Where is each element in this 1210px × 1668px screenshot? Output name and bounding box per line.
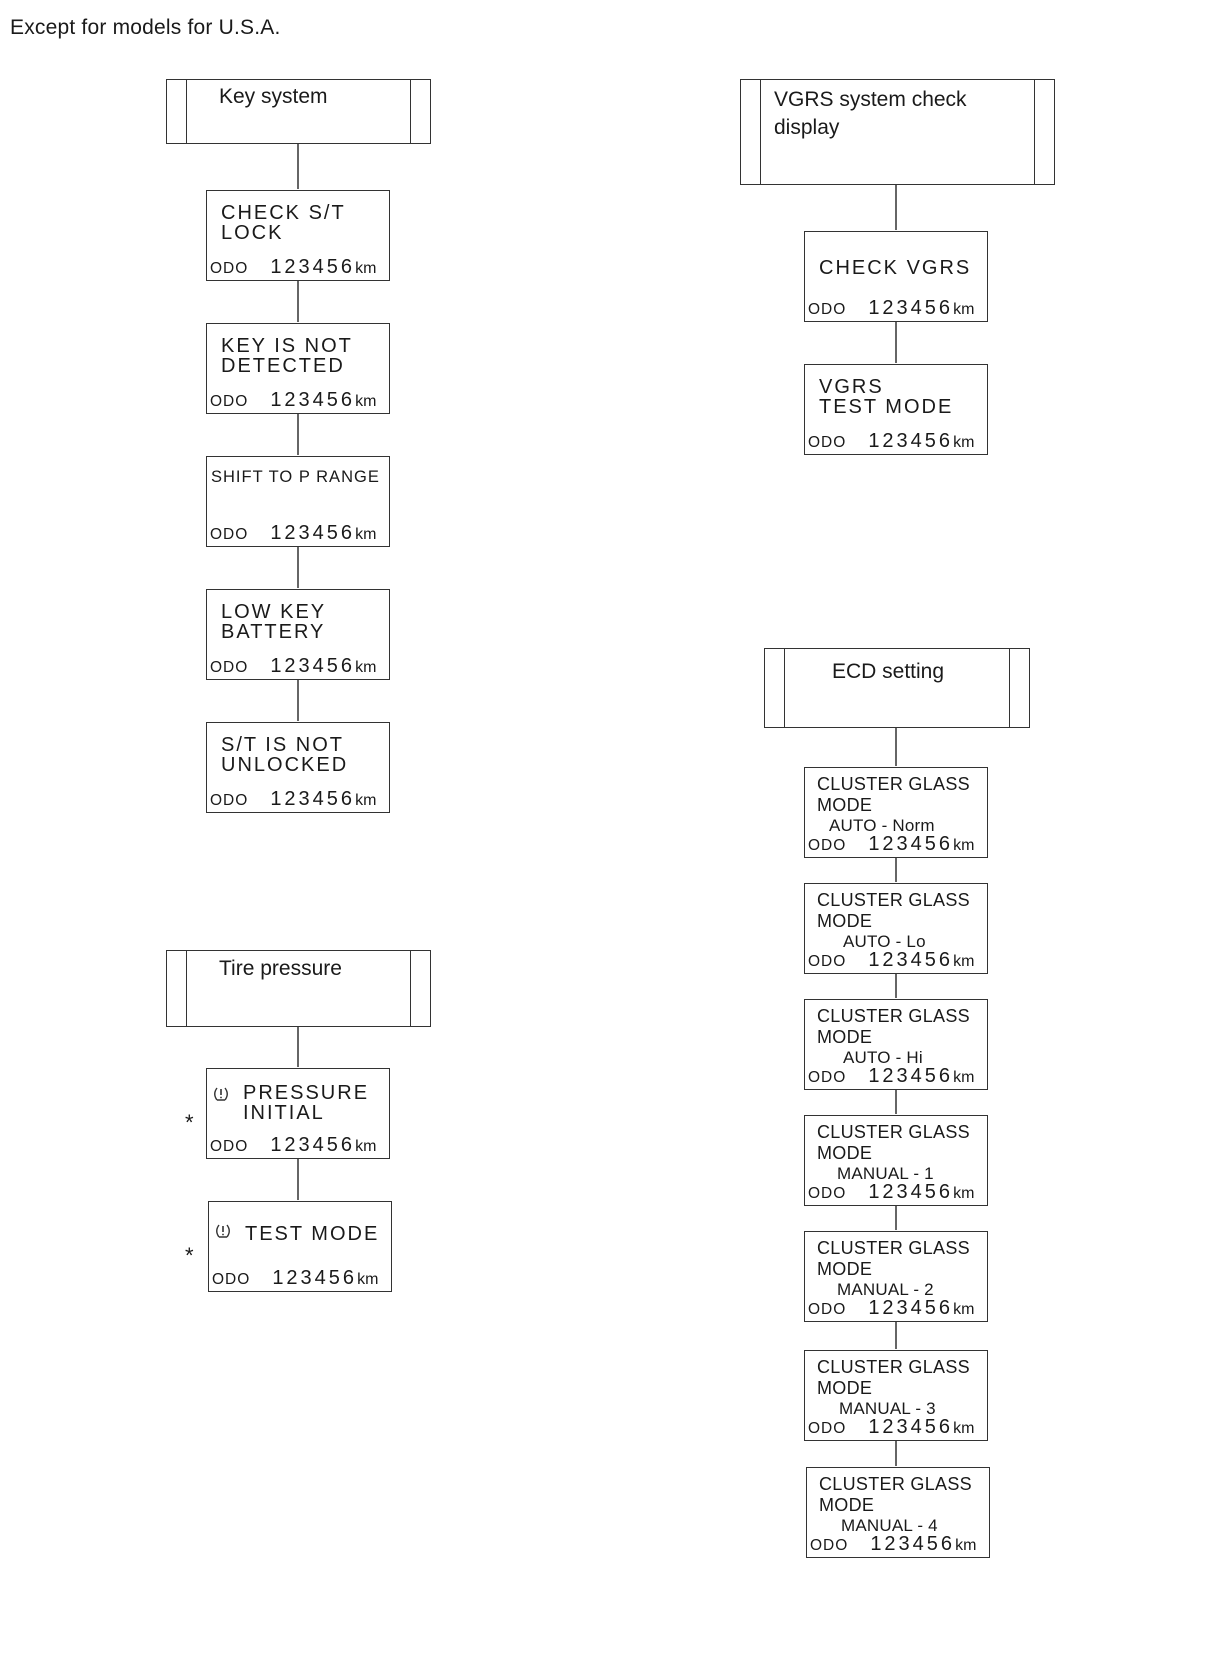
odo-unit: km	[355, 1138, 377, 1155]
odo-label: ODO	[210, 260, 249, 277]
screen-shift-to-p-range	[206, 456, 390, 547]
message-line-3: AUTO - Hi	[843, 1048, 923, 1067]
odo-value: 123456	[270, 256, 356, 278]
odo-unit: km	[357, 1271, 379, 1288]
screen-message: S/T IS NOT UNLOCKED	[221, 734, 349, 776]
screen-message	[817, 890, 970, 952]
odo-value: 123456	[270, 389, 356, 411]
screen-pressure-initial	[206, 1068, 390, 1159]
odometer-row	[212, 1266, 378, 1290]
message-line-3: MANUAL - 3	[839, 1399, 936, 1418]
tire-pressure-warning-icon	[215, 1222, 231, 1240]
key-system-title: Key system	[219, 85, 328, 108]
odo-unit: km	[953, 301, 975, 318]
message-line-3: MANUAL - 1	[837, 1164, 934, 1183]
odo-label: ODO	[808, 1069, 847, 1086]
odo-value: 123456	[868, 430, 954, 452]
screen-key-not-detected	[206, 323, 390, 414]
odometer-row	[808, 1180, 974, 1204]
odometer-row	[808, 1064, 974, 1088]
odo-value: 123456	[270, 522, 356, 544]
odo-label: ODO	[210, 526, 249, 543]
odo-label: ODO	[212, 1271, 251, 1288]
odometer-row	[210, 654, 376, 678]
odo-label: ODO	[808, 1420, 847, 1437]
odo-unit: km	[953, 953, 975, 970]
message-line-1: CLUSTER GLASS	[817, 1238, 970, 1258]
screen-message	[819, 1474, 972, 1536]
message-line-1: CLUSTER GLASS	[817, 1006, 970, 1026]
odo-unit: km	[953, 1185, 975, 1202]
odometer-row	[808, 429, 974, 453]
screen-message: CHECK VGRS	[819, 257, 972, 279]
ecd-setting-header	[764, 648, 1030, 728]
screen-message: KEY IS NOT DETECTED	[221, 335, 353, 377]
odo-value: 123456	[868, 1416, 954, 1438]
odometer-row	[808, 832, 974, 856]
header-bar-right	[410, 951, 411, 1026]
odo-value: 123456	[870, 1533, 956, 1555]
header-bar-left	[186, 951, 187, 1026]
tire-pressure-warning-icon	[213, 1085, 229, 1103]
page-note: Except for models for U.S.A.	[10, 16, 281, 39]
odo-value: 123456	[868, 833, 954, 855]
message-line-3: AUTO - Norm	[829, 816, 935, 835]
screen-st-not-unlocked	[206, 722, 390, 813]
odo-unit: km	[955, 1537, 977, 1554]
screen-message	[817, 1122, 970, 1184]
odometer-row	[210, 1133, 376, 1157]
odo-label: ODO	[808, 837, 847, 854]
screen-message	[817, 1357, 970, 1419]
odometer-row	[808, 296, 974, 320]
screen-message	[817, 774, 970, 836]
odo-unit: km	[953, 434, 975, 451]
odometer-row	[808, 1296, 974, 1320]
vgrs-title: VGRS system check display	[774, 88, 967, 139]
odo-label: ODO	[210, 792, 249, 809]
message-line-3: MANUAL - 2	[837, 1280, 934, 1299]
screen-check-st-lock	[206, 190, 390, 281]
tire-pressure-title: Tire pressure	[219, 957, 342, 980]
screen-low-key-battery	[206, 589, 390, 680]
message-line-1: CLUSTER GLASS	[817, 1357, 970, 1377]
message-line-2: MODE	[817, 1027, 873, 1047]
screen-message: LOW KEY BATTERY	[221, 601, 327, 643]
odometer-row	[210, 388, 376, 412]
screen-message: CHECK S/T LOCK	[221, 202, 346, 244]
message-line-2: MODE	[817, 911, 873, 931]
tire-pressure-header	[166, 950, 431, 1027]
odo-label: ODO	[808, 953, 847, 970]
screen-vgrs-test-mode	[804, 364, 988, 455]
odo-label: ODO	[808, 1301, 847, 1318]
screen-message: TEST MODE	[245, 1223, 380, 1245]
odo-value: 123456	[868, 1297, 954, 1319]
odo-unit: km	[355, 792, 377, 809]
screen-cluster-glass-manual-3	[804, 1350, 988, 1441]
screen-cluster-glass-manual-1	[804, 1115, 988, 1206]
odo-label: ODO	[810, 1537, 849, 1554]
odo-unit: km	[953, 1420, 975, 1437]
odo-unit: km	[355, 526, 377, 543]
odometer-row	[808, 1415, 974, 1439]
odo-label: ODO	[808, 301, 847, 318]
header-bar-left	[760, 80, 761, 184]
odo-value: 123456	[868, 297, 954, 319]
message-line-1: CLUSTER GLASS	[817, 774, 970, 794]
message-line-2: MODE	[817, 1259, 873, 1279]
screen-message	[817, 1238, 970, 1300]
message-line-2: MODE	[817, 1378, 873, 1398]
odo-label: ODO	[210, 393, 249, 410]
message-line-2: MODE	[819, 1495, 875, 1515]
message-line-2: MODE	[817, 795, 873, 815]
odo-value: 123456	[270, 1134, 356, 1156]
odo-value: 123456	[868, 1065, 954, 1087]
odo-unit: km	[953, 1069, 975, 1086]
odo-value: 123456	[868, 1181, 954, 1203]
odometer-row	[210, 521, 376, 545]
odo-unit: km	[953, 1301, 975, 1318]
message-line-2: MODE	[817, 1143, 873, 1163]
odo-unit: km	[355, 260, 377, 277]
message-line-1: CLUSTER GLASS	[819, 1474, 972, 1494]
odometer-row	[210, 255, 376, 279]
header-bar-right	[1009, 649, 1010, 727]
odo-value: 123456	[868, 949, 954, 971]
vgrs-header	[740, 79, 1055, 185]
odo-unit: km	[953, 837, 975, 854]
odometer-row	[810, 1532, 976, 1556]
screen-message: PRESSURE INITIAL	[243, 1082, 370, 1124]
screen-cluster-glass-auto-hi	[804, 999, 988, 1090]
ecd-setting-title: ECD setting	[832, 660, 945, 683]
odometer-row	[808, 948, 974, 972]
odo-label: ODO	[210, 659, 249, 676]
screen-message: SHIFT TO P RANGE	[211, 468, 380, 486]
screen-cluster-glass-manual-2	[804, 1231, 988, 1322]
odo-unit: km	[355, 659, 377, 676]
odo-value: 123456	[272, 1267, 358, 1289]
odometer-row	[210, 787, 376, 811]
message-line-3: MANUAL - 4	[841, 1516, 938, 1535]
odo-value: 123456	[270, 655, 356, 677]
screen-message: VGRS TEST MODE	[819, 376, 954, 418]
asterisk-note-mark: *	[185, 1110, 194, 1135]
screen-check-vgrs	[804, 231, 988, 322]
odo-unit: km	[355, 393, 377, 410]
header-bar-right	[410, 80, 411, 143]
odo-label: ODO	[808, 434, 847, 451]
screen-message	[817, 1006, 970, 1068]
header-bar-left	[784, 649, 785, 727]
screen-tire-test-mode	[208, 1201, 392, 1292]
odo-label: ODO	[808, 1185, 847, 1202]
header-bar-left	[186, 80, 187, 143]
asterisk-note-mark: *	[185, 1243, 194, 1268]
message-line-1: CLUSTER GLASS	[817, 1122, 970, 1142]
screen-cluster-glass-auto-norm	[804, 767, 988, 858]
screen-cluster-glass-auto-lo	[804, 883, 988, 974]
message-line-1: CLUSTER GLASS	[817, 890, 970, 910]
odo-value: 123456	[270, 788, 356, 810]
screen-cluster-glass-manual-4	[806, 1467, 990, 1558]
message-line-3: AUTO - Lo	[843, 932, 926, 951]
header-bar-right	[1034, 80, 1035, 184]
key-system-header	[166, 79, 431, 144]
odo-label: ODO	[210, 1138, 249, 1155]
